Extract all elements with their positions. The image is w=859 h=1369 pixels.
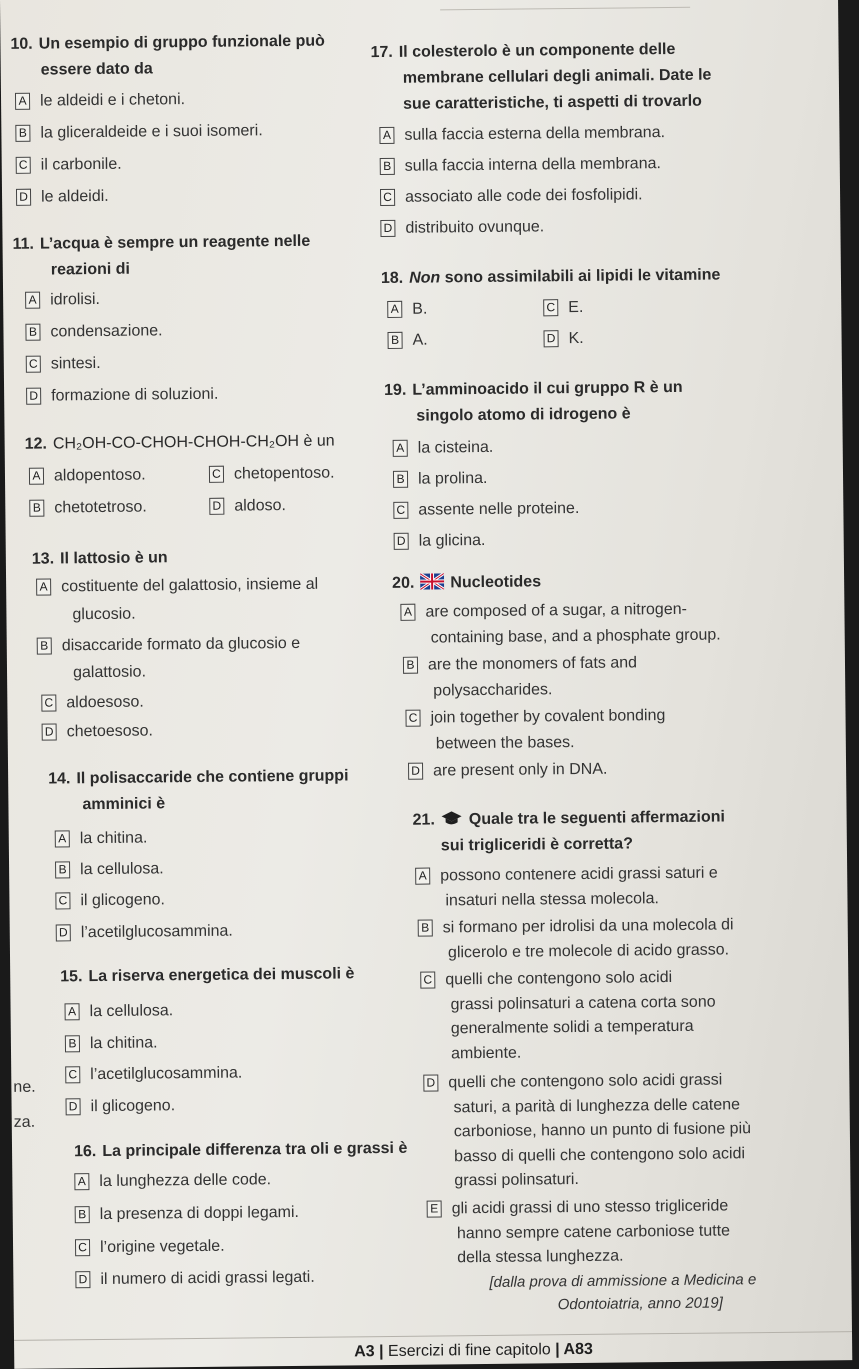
page-footer: A3 | Esercizi di fine capitolo | A83	[354, 1340, 593, 1361]
q12-option-c[interactable]: C chetopentoso.	[209, 461, 335, 488]
source-citation: [dalla prova di ammissione a Medicina e	[489, 1271, 757, 1291]
q13-option-b[interactable]: B disaccaride formato da glucosio e	[37, 631, 301, 660]
question-19: 19. L’amminoacido il cui gruppo R è un singolo atomo di idrogeno è	[384, 378, 683, 425]
q16-option-b[interactable]: B la presenza di doppi legami.	[75, 1200, 299, 1228]
q15-option-c[interactable]: C l’acetilglucosammina.	[65, 1061, 242, 1089]
question-21: 21. Quale tra le seguenti affermazioni sui trigliceridi è corretta?	[412, 808, 726, 855]
q21-option-e[interactable]: E gli acidi grassi di uno stesso trigliceride	[427, 1193, 729, 1222]
q21-option-b[interactable]: B si formano per idrolisi da una molecola di	[418, 912, 734, 941]
q21-option-a[interactable]: A possono contenere acidi grassi saturi e	[415, 861, 718, 890]
q20-option-d[interactable]: D are present only in DNA.	[408, 757, 608, 785]
q10-option-b[interactable]: B la gliceraldeide e i suoi isomeri.	[15, 118, 263, 147]
q13-option-a[interactable]: A costituente del galattosio, insieme al	[36, 572, 318, 601]
q13-option-d[interactable]: D chetoesoso.	[42, 718, 154, 745]
q14-option-c[interactable]: C il glicogeno.	[55, 887, 165, 914]
question-16: 16. La principale differenza tra oli e grassi è	[73, 1139, 408, 1161]
q16-option-a[interactable]: A la lunghezza delle code.	[74, 1167, 271, 1195]
q13-option-c[interactable]: C aldoesoso.	[41, 690, 144, 717]
q12-option-a[interactable]: A aldopentoso.	[29, 463, 146, 490]
q19-option-a[interactable]: A la cisteina.	[393, 435, 494, 462]
q20-option-b[interactable]: B are the monomers of fats and	[403, 650, 637, 678]
english-flag-icon	[420, 573, 444, 589]
q15-option-a[interactable]: A la cellulosa.	[64, 998, 173, 1025]
q11-option-c[interactable]: C sintesi.	[26, 351, 101, 378]
q10-option-d[interactable]: D le aldeidi.	[16, 184, 109, 211]
q15-option-d[interactable]: D il glicogeno.	[65, 1093, 175, 1120]
q15-option-b[interactable]: B la chitina.	[65, 1030, 158, 1057]
q19-option-d[interactable]: D la glicina.	[394, 528, 486, 555]
q20-option-a[interactable]: A are composed of a sugar, a nitrogen-	[400, 597, 687, 626]
q14-option-a[interactable]: A la chitina.	[55, 826, 148, 853]
q19-option-b[interactable]: B la prolina.	[393, 466, 488, 493]
question-10: 10. Un esempio di gruppo funzionale può essere dato da	[10, 32, 326, 79]
question-12: 12. CH₂OH-CO-CHOH-CHOH-CH₂OH è un	[24, 432, 335, 453]
q20-option-b-cont: polysaccharides.	[433, 681, 553, 700]
question-14: 14. Il polisaccaride che contiene gruppi amminici è	[48, 767, 349, 814]
q13-option-b-cont: galattosio.	[72, 663, 147, 682]
question-15: 15. La riserva energetica dei muscoli è	[60, 965, 355, 986]
bottom-rule	[14, 1331, 852, 1341]
q17-option-a[interactable]: A sulla faccia esterna della membrana.	[379, 120, 665, 149]
q18-option-b[interactable]: B A.	[387, 328, 427, 354]
top-rule	[440, 7, 690, 11]
q20-option-c-cont: between the bases.	[435, 734, 575, 753]
q11-option-d[interactable]: D formazione di soluzioni.	[26, 382, 218, 410]
q11-option-a[interactable]: A idrolisi.	[25, 287, 100, 314]
q20-option-a-cont: containing base, and a phosphate group.	[430, 626, 721, 647]
q17-option-c[interactable]: C associato alle code dei fosfolipidi.	[380, 182, 643, 211]
q12-option-b[interactable]: B chetotetroso.	[29, 494, 147, 521]
question-18: 18. Non sono assimilabili ai lipidi le vitamine	[380, 266, 721, 288]
q19-option-c[interactable]: C assente nelle proteine.	[393, 496, 579, 524]
question-17: 17. Il colesterolo è un componente delle membrane cellulari degli animali. Date le sue caratteristiche, ti aspetti di trovarlo	[370, 40, 712, 113]
q18-option-a[interactable]: A B.	[387, 297, 427, 323]
q17-option-d[interactable]: D distribuito ovunque.	[380, 214, 544, 242]
q21-option-c[interactable]: C quelli che contengono solo acidi	[420, 965, 672, 994]
question-20: 20. Nucleotides	[392, 573, 542, 592]
q16-option-c[interactable]: C l’origine vegetale.	[75, 1234, 225, 1262]
textbook-page: 10. Un esempio di gruppo funzionale può essere dato da A le aldeidi e i chetoni. B la gliceraldeide e i suoi isomeri. C il carbonile. D le aldeidi. 11. L’acqua è sempre un reagente nelle reazioni di A idrolisi. B condensazione. C sintesi. D formazione di soluzioni. 12. CH₂OH-CO-CHOH-CHOH-CH₂OH è un A aldopentoso. B chetotetroso. C chetopentoso. D aldoso. 13. Il lattosio è un A costituente del galattosio, insieme al glucosio. B disaccaride formato da glucosio e galattosio. C aldoesoso. D chetoesoso. 14. Il polisaccaride che contiene gruppi amminici è A la chitina. B la cellulosa. C il glicogeno. D l’acetilglucosammina. 15. La riserva energetica dei muscoli è A la cellulosa. B la chitina. C l’acetilglucosammina. D il glicogeno. ne. za. 16. La principale differenza tra oli e grassi è A la lunghezza delle code. B la presenza di doppi legami. C l’origine vegetale. D il numero di acidi grassi legati. 17. Il colesterolo è un componente delle membrane cellulari degli animali. Date le sue caratteristiche, ti aspetti di trovarlo A sulla faccia esterna della membrana. B sulla faccia interna della membrana. C associato alle code dei fosfolipidi. D distribuito ovunque. 18. Non sono assimilabili ai lipidi le vitamine A B. B A. C E. D K. 19. L’amminoacido il cui gruppo R è un singolo atomo di idrogeno è A la cisteina. B la prolina. C assente nelle proteine. D la glicina. 20. Nucleotides A are composed of a sugar, a nitrogen- containing base, and a phosphate group. B are the monomers of fats and polysaccharides. C join together by covalent bonding between the bases. D are present only in DNA. 21. Quale tra le seguenti affermazioni sui trigliceridi è corretta? A possono contenere acidi grassi saturi e insaturi nella stessa molecola. B si formano per idrolisi da una molecola di glicerolo e tre molecole di acido grasso. C quelli che contengono solo acidi grassi polinsaturi a catena corta sono generalmente solidi a temperatura ambiente. D quelli che contengono solo acidi grassi saturi, a parità di lunghezza delle catene carboniose, hanno un punto di fusione più basso di quelli che contengono solo acidi grassi polinsaturi. E gli acidi grassi di uno stesso trigliceride hanno sempre catene carboniose tutte della stessa lunghezza. [dalla prova di ammissione a Medicina e Odontoiatria, anno 2019] A3 | Esercizi di fine capitolo | A83	[0, 0, 852, 1369]
q11-option-b[interactable]: B condensazione.	[25, 318, 162, 345]
q16-option-d[interactable]: D il numero di acidi grassi legati.	[75, 1265, 315, 1294]
q20-option-c[interactable]: C join together by covalent bonding	[405, 703, 665, 732]
q10-option-a[interactable]: A le aldeidi e i chetoni.	[15, 87, 185, 115]
q18-option-c[interactable]: C E.	[543, 295, 583, 321]
q21-option-d[interactable]: D quelli che contengono solo acidi grassi	[423, 1067, 722, 1096]
q13-option-a-cont: glucosio.	[72, 605, 136, 624]
edge-text: za.	[13, 1113, 36, 1131]
edge-text: ne.	[13, 1078, 36, 1096]
q14-option-b[interactable]: B la cellulosa.	[55, 856, 164, 883]
q14-option-d[interactable]: D l’acetilglucosammina.	[56, 919, 233, 947]
q10-option-c[interactable]: C il carbonile.	[16, 152, 122, 179]
question-13: 13. Il lattosio è un	[31, 549, 168, 568]
question-11: 11. L’acqua è sempre un reagente nelle reazioni di	[12, 232, 311, 279]
source-citation-cont: Odontoiatria, anno 2019]	[557, 1294, 723, 1314]
graduation-cap-icon	[441, 810, 463, 826]
q17-option-b[interactable]: B sulla faccia interna della membrana.	[380, 151, 661, 180]
q18-option-d[interactable]: D K.	[543, 326, 583, 352]
q12-option-d[interactable]: D aldoso.	[209, 493, 286, 520]
